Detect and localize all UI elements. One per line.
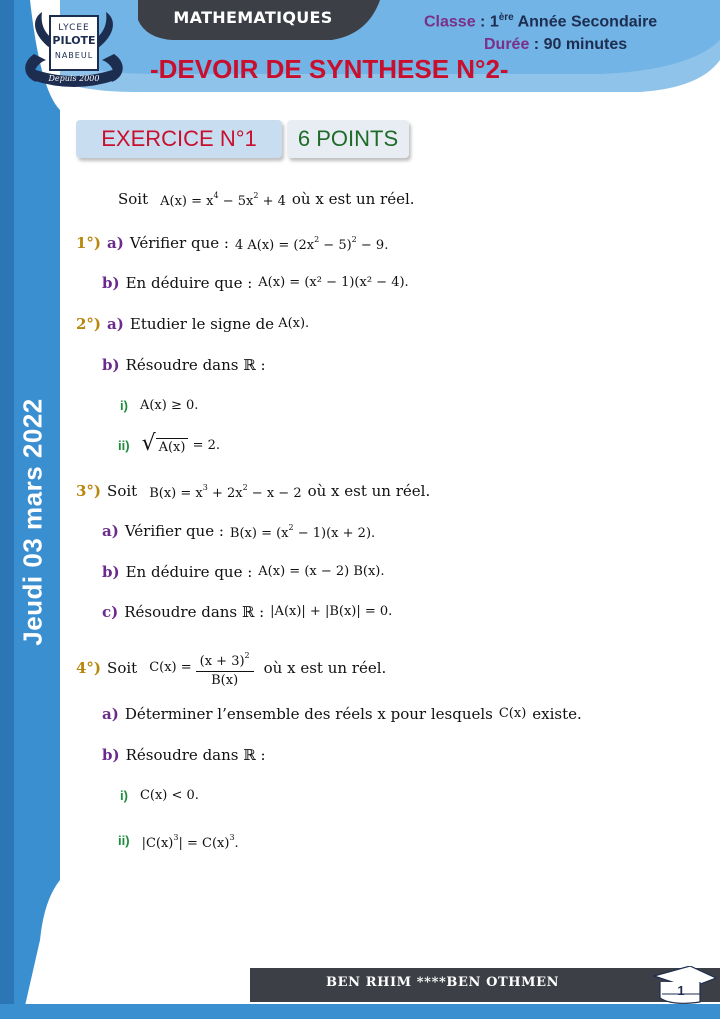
question-1b xyxy=(102,273,409,293)
intro-line xyxy=(118,186,415,212)
q2bi-label: i) xyxy=(120,398,128,413)
q2a-formula: A(x). xyxy=(274,316,310,331)
authors: BEN RHIM ****BEN OTHMEN xyxy=(326,975,560,990)
q2a-text: Etudier le signe de xyxy=(129,315,275,333)
q4bi-label: i) xyxy=(120,788,128,803)
intro-rest: où x est un réel. xyxy=(291,190,415,208)
exam-date: Jeudi 03 mars 2022 xyxy=(17,398,48,646)
class-superscript: ère xyxy=(498,12,514,23)
duration-info: Durée : 90 minutes xyxy=(484,36,628,53)
q2-number: 2°) xyxy=(76,315,102,333)
q4bii-formula: $|C(x)^3| = C(x)^3$. xyxy=(141,833,239,851)
q2a-letter: a) xyxy=(107,315,124,333)
question-4 xyxy=(76,646,386,690)
question-3c xyxy=(102,602,392,622)
q1b-text: En déduire que : xyxy=(125,274,253,292)
q2bii-formula: = 2. xyxy=(188,437,221,453)
q1-number: 1°) xyxy=(76,234,102,252)
q4-rest: où x est un réel. xyxy=(263,659,387,677)
question-4a xyxy=(102,704,582,724)
formula-a: $A(x) = x^4 - 5x^2 + 4$ xyxy=(160,191,286,209)
q4-soit: Soit xyxy=(107,659,138,677)
q3-soit: Soit xyxy=(107,482,138,500)
formula-c-fraction: $\frac{(x + 3)^2}{B(x)}$ xyxy=(196,647,254,690)
q4a-letter: a) xyxy=(102,705,119,723)
q1b-formula: A(x) = (x² − 1)(x² − 4). xyxy=(258,275,409,290)
duration-label: Durée xyxy=(484,36,530,53)
q1a-formula: 4 $A(x) = (2x^2 - 5)^2 - 9$. xyxy=(234,235,389,253)
exercise-label: EXERCICE N°1 xyxy=(76,120,282,158)
q3-number: 3°) xyxy=(76,482,102,500)
q3a-text: Vérifier que : xyxy=(124,522,224,540)
q3-rest: où x est un réel. xyxy=(307,482,431,500)
q3a-letter: a) xyxy=(102,522,119,540)
q3b-text: En déduire que : xyxy=(125,563,253,581)
subject-title: MATHEMATIQUES xyxy=(173,8,333,27)
q3c-text: Résoudre dans ℝ : xyxy=(124,603,265,621)
question-4b xyxy=(102,745,266,765)
q1a-letter: a) xyxy=(107,234,124,252)
class-number: 1 xyxy=(489,13,499,31)
svg-text:LYCEE: LYCEE xyxy=(58,23,90,33)
intro-soit: Soit xyxy=(118,190,149,208)
question-2a xyxy=(76,314,309,334)
q2b-letter: b) xyxy=(102,356,120,374)
sqrt-expression: √ A(x) xyxy=(142,434,189,457)
q3b-letter: b) xyxy=(102,563,120,581)
q2bii-label: ii) xyxy=(118,437,130,453)
question-2b-ii xyxy=(118,431,221,457)
q3c-formula: |A(x)| + |B(x)| = 0. xyxy=(270,604,393,619)
class-level: Année Secondaire xyxy=(517,13,658,31)
footer-band xyxy=(0,966,720,1019)
question-3a xyxy=(102,518,375,544)
page-number: 1 xyxy=(677,983,685,998)
q3b-formula: A(x) = (x − 2) B(x). xyxy=(258,564,385,579)
question-3 xyxy=(76,478,430,504)
q4bii-label: ii) xyxy=(118,833,130,848)
question-2b-i xyxy=(120,396,198,416)
question-4b-i xyxy=(120,786,199,806)
q4-number: 4°) xyxy=(76,659,102,677)
q4a-text: Déterminer l’ensemble des réels x pour lesquels xyxy=(124,705,493,723)
q4b-letter: b) xyxy=(102,746,120,764)
svg-text:PILOTE: PILOTE xyxy=(52,34,96,47)
question-3b xyxy=(102,562,385,582)
svg-text:NABEUL: NABEUL xyxy=(54,51,94,60)
class-info: Classe : 1ère Année Secondaire xyxy=(424,12,658,31)
school-logo xyxy=(20,6,128,90)
class-label: Classe xyxy=(424,13,476,31)
q3c-letter: c) xyxy=(102,603,119,621)
q1b-letter: b) xyxy=(102,274,120,292)
question-4b-ii xyxy=(118,828,239,854)
q2b-text: Résoudre dans ℝ : xyxy=(125,356,266,374)
q4bi-formula: C(x) < 0. xyxy=(139,788,199,803)
exercise-points: 6 POINTS xyxy=(287,120,409,158)
duration-value: 90 minutes xyxy=(543,36,628,53)
exam-title: -DEVOIR DE SYNTHESE N°2- xyxy=(150,54,509,84)
question-2b xyxy=(102,355,266,375)
q2bi-formula: A(x) ≥ 0. xyxy=(139,398,199,413)
formula-c: C(x) = xyxy=(149,660,192,675)
svg-text:Depuis 2000: Depuis 2000 xyxy=(48,74,100,83)
q4a-formula: C(x) xyxy=(498,706,527,721)
question-1a xyxy=(76,230,388,256)
q4a-end: existe. xyxy=(532,705,582,723)
formula-b: $B(x) = x^3 + 2x^2 - x - 2$ xyxy=(149,483,302,501)
q3a-formula: $B(x) = (x^2 - 1)(x + 2)$. xyxy=(229,523,376,541)
q4b-text: Résoudre dans ℝ : xyxy=(125,746,266,764)
q1a-text: Vérifier que : xyxy=(129,234,229,252)
